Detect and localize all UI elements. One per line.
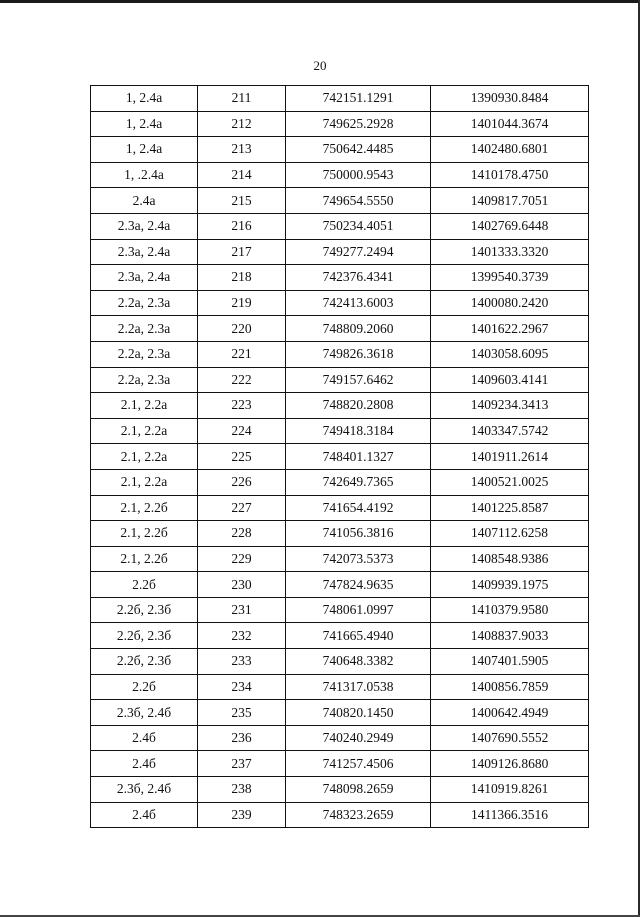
x-coordinate-cell: 740820.1450: [286, 700, 431, 726]
table-row: [91, 725, 589, 751]
table-row: [91, 546, 589, 572]
section-cell: 2.1, 2.2б: [91, 521, 198, 547]
y-coordinate-cell: 1407690.5552: [431, 725, 589, 751]
section-cell: 1, .2.4a: [91, 162, 198, 188]
point-number-cell: 215: [198, 188, 286, 214]
y-coordinate-cell: 1409817.7051: [431, 188, 589, 214]
table-row: [91, 418, 589, 444]
table-row: [91, 469, 589, 495]
point-number-cell: 214: [198, 162, 286, 188]
x-coordinate-cell: 747824.9635: [286, 572, 431, 598]
table-row: [91, 572, 589, 598]
y-coordinate-cell: 1390930.8484: [431, 86, 589, 112]
point-number-cell: 239: [198, 802, 286, 828]
section-cell: 2.1, 2.2a: [91, 418, 198, 444]
x-coordinate-cell: 748098.2659: [286, 777, 431, 803]
x-coordinate-cell: 742413.6003: [286, 290, 431, 316]
table-row: [91, 495, 589, 521]
table-row: [91, 188, 589, 214]
y-coordinate-cell: 1409939.1975: [431, 572, 589, 598]
point-number-cell: 237: [198, 751, 286, 777]
page-top-edge: [0, 0, 640, 3]
section-cell: 1, 2.4a: [91, 86, 198, 112]
table-row: [91, 751, 589, 777]
section-cell: 2.3a, 2.4a: [91, 265, 198, 291]
point-number-cell: 223: [198, 393, 286, 419]
table-row: [91, 700, 589, 726]
y-coordinate-cell: 1400080.2420: [431, 290, 589, 316]
x-coordinate-cell: 740240.2949: [286, 725, 431, 751]
section-cell: 1, 2.4a: [91, 137, 198, 163]
point-number-cell: 219: [198, 290, 286, 316]
point-number-cell: 222: [198, 367, 286, 393]
section-cell: 2.4б: [91, 725, 198, 751]
x-coordinate-cell: 749625.2928: [286, 111, 431, 137]
point-number-cell: 220: [198, 316, 286, 342]
coordinates-table: [90, 85, 589, 828]
x-coordinate-cell: 748401.1327: [286, 444, 431, 470]
point-number-cell: 221: [198, 341, 286, 367]
x-coordinate-cell: 749826.3618: [286, 341, 431, 367]
point-number-cell: 213: [198, 137, 286, 163]
table-row: [91, 802, 589, 828]
table-row: [91, 316, 589, 342]
point-number-cell: 225: [198, 444, 286, 470]
x-coordinate-cell: 741056.3816: [286, 521, 431, 547]
point-number-cell: 228: [198, 521, 286, 547]
section-cell: 2.1, 2.2б: [91, 546, 198, 572]
section-cell: 2.3б, 2.4б: [91, 700, 198, 726]
point-number-cell: 236: [198, 725, 286, 751]
x-coordinate-cell: 750234.4051: [286, 213, 431, 239]
table-row: [91, 265, 589, 291]
y-coordinate-cell: 1400642.4949: [431, 700, 589, 726]
table-row: [91, 137, 589, 163]
section-cell: 2.1, 2.2a: [91, 393, 198, 419]
table-row: [91, 239, 589, 265]
section-cell: 2.2б, 2.3б: [91, 623, 198, 649]
section-cell: 2.1, 2.2a: [91, 444, 198, 470]
section-cell: 2.2a, 2.3a: [91, 316, 198, 342]
table-row: [91, 623, 589, 649]
point-number-cell: 226: [198, 469, 286, 495]
table-row: [91, 674, 589, 700]
section-cell: 2.2a, 2.3a: [91, 367, 198, 393]
section-cell: 2.2б: [91, 572, 198, 598]
point-number-cell: 231: [198, 597, 286, 623]
table-row: [91, 649, 589, 675]
table-row: [91, 290, 589, 316]
x-coordinate-cell: 742073.5373: [286, 546, 431, 572]
x-coordinate-cell: 749418.3184: [286, 418, 431, 444]
y-coordinate-cell: 1401333.3320: [431, 239, 589, 265]
y-coordinate-cell: 1403347.5742: [431, 418, 589, 444]
y-coordinate-cell: 1410178.4750: [431, 162, 589, 188]
section-cell: 2.2a, 2.3a: [91, 290, 198, 316]
point-number-cell: 211: [198, 86, 286, 112]
page-number: 20: [313, 58, 327, 73]
y-coordinate-cell: 1401225.8587: [431, 495, 589, 521]
x-coordinate-cell: 740648.3382: [286, 649, 431, 675]
y-coordinate-cell: 1401044.3674: [431, 111, 589, 137]
y-coordinate-cell: 1399540.3739: [431, 265, 589, 291]
section-cell: 2.4б: [91, 802, 198, 828]
table-row: [91, 444, 589, 470]
x-coordinate-cell: 741665.4940: [286, 623, 431, 649]
x-coordinate-cell: 749277.2494: [286, 239, 431, 265]
y-coordinate-cell: 1410919.8261: [431, 777, 589, 803]
y-coordinate-cell: 1401622.2967: [431, 316, 589, 342]
x-coordinate-cell: 750642.4485: [286, 137, 431, 163]
y-coordinate-cell: 1410379.9580: [431, 597, 589, 623]
x-coordinate-cell: 749654.5550: [286, 188, 431, 214]
y-coordinate-cell: 1403058.6095: [431, 341, 589, 367]
y-coordinate-cell: 1407112.6258: [431, 521, 589, 547]
y-coordinate-cell: 1409234.3413: [431, 393, 589, 419]
table-row: [91, 597, 589, 623]
x-coordinate-cell: 748323.2659: [286, 802, 431, 828]
y-coordinate-cell: 1402480.6801: [431, 137, 589, 163]
table-row: [91, 111, 589, 137]
y-coordinate-cell: 1408837.9033: [431, 623, 589, 649]
x-coordinate-cell: 748061.0997: [286, 597, 431, 623]
table-row: [91, 213, 589, 239]
point-number-cell: 218: [198, 265, 286, 291]
section-cell: 1, 2.4a: [91, 111, 198, 137]
section-cell: 2.2a, 2.3a: [91, 341, 198, 367]
point-number-cell: 238: [198, 777, 286, 803]
table-row: [91, 777, 589, 803]
y-coordinate-cell: 1409126.8680: [431, 751, 589, 777]
point-number-cell: 216: [198, 213, 286, 239]
y-coordinate-cell: 1402769.6448: [431, 213, 589, 239]
y-coordinate-cell: 1411366.3516: [431, 802, 589, 828]
x-coordinate-cell: 742376.4341: [286, 265, 431, 291]
section-cell: 2.3б, 2.4б: [91, 777, 198, 803]
point-number-cell: 224: [198, 418, 286, 444]
point-number-cell: 235: [198, 700, 286, 726]
table-row: [91, 341, 589, 367]
section-cell: 2.2б: [91, 674, 198, 700]
point-number-cell: 212: [198, 111, 286, 137]
x-coordinate-cell: 748809.2060: [286, 316, 431, 342]
x-coordinate-cell: 748820.2808: [286, 393, 431, 419]
table-row: [91, 162, 589, 188]
table-row: [91, 393, 589, 419]
x-coordinate-cell: 742151.1291: [286, 86, 431, 112]
point-number-cell: 230: [198, 572, 286, 598]
point-number-cell: 229: [198, 546, 286, 572]
section-cell: 2.2б, 2.3б: [91, 597, 198, 623]
x-coordinate-cell: 742649.7365: [286, 469, 431, 495]
table-row: [91, 367, 589, 393]
point-number-cell: 217: [198, 239, 286, 265]
x-coordinate-cell: 741257.4506: [286, 751, 431, 777]
point-number-cell: 227: [198, 495, 286, 521]
section-cell: 2.4б: [91, 751, 198, 777]
section-cell: 2.3a, 2.4a: [91, 213, 198, 239]
y-coordinate-cell: 1400856.7859: [431, 674, 589, 700]
section-cell: 2.1, 2.2б: [91, 495, 198, 521]
point-number-cell: 232: [198, 623, 286, 649]
section-cell: 2.2б, 2.3б: [91, 649, 198, 675]
y-coordinate-cell: 1400521.0025: [431, 469, 589, 495]
y-coordinate-cell: 1407401.5905: [431, 649, 589, 675]
y-coordinate-cell: 1401911.2614: [431, 444, 589, 470]
x-coordinate-cell: 750000.9543: [286, 162, 431, 188]
table-row: [91, 86, 589, 112]
coordinates-table-body: [91, 86, 589, 828]
x-coordinate-cell: 741317.0538: [286, 674, 431, 700]
x-coordinate-cell: 749157.6462: [286, 367, 431, 393]
section-cell: 2.4a: [91, 188, 198, 214]
table-row: [91, 521, 589, 547]
y-coordinate-cell: 1408548.9386: [431, 546, 589, 572]
section-cell: 2.1, 2.2a: [91, 469, 198, 495]
y-coordinate-cell: 1409603.4141: [431, 367, 589, 393]
point-number-cell: 234: [198, 674, 286, 700]
section-cell: 2.3a, 2.4a: [91, 239, 198, 265]
x-coordinate-cell: 741654.4192: [286, 495, 431, 521]
point-number-cell: 233: [198, 649, 286, 675]
